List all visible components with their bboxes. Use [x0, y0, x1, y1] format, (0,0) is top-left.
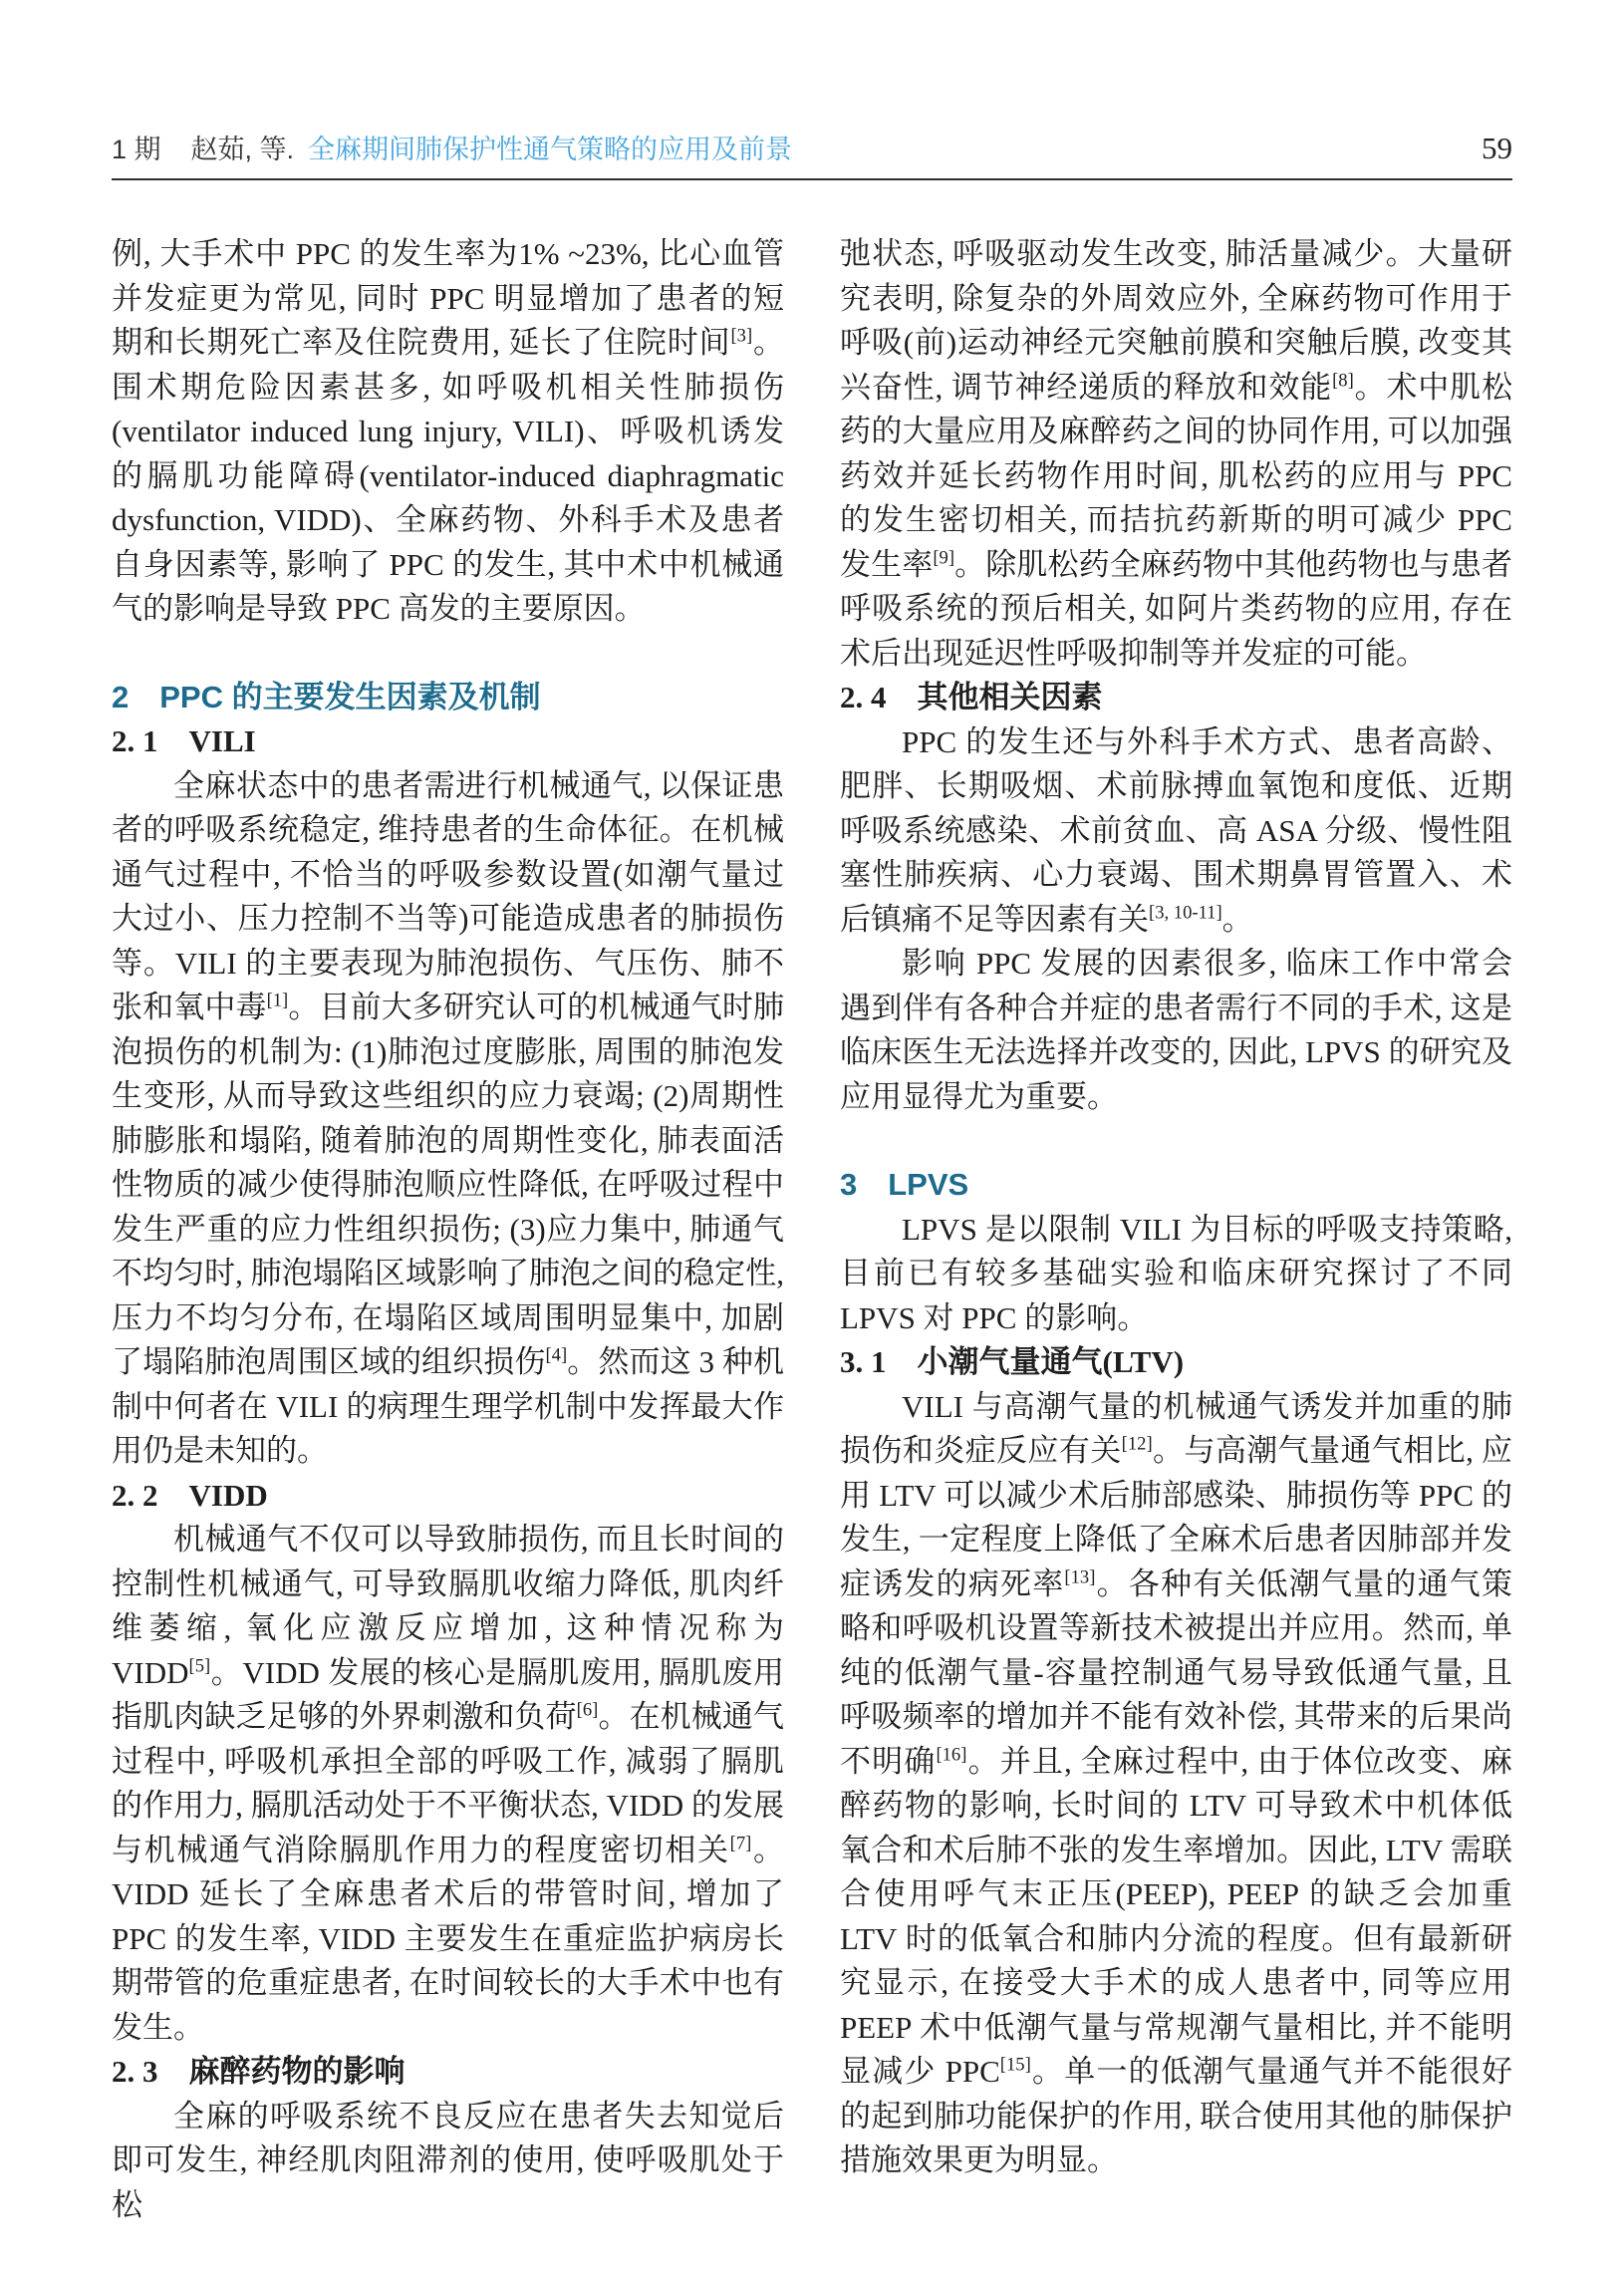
header-rule: [112, 178, 1512, 180]
citation-superscript: [16]: [936, 1744, 967, 1766]
subsection-heading: 2. 4 其他相关因素: [840, 680, 1103, 714]
citation-superscript: [8]: [1332, 370, 1354, 392]
issue-label: 1 期: [112, 135, 161, 164]
citation-superscript: [4]: [545, 1344, 568, 1366]
page-header: [112, 128, 1512, 166]
left-column: [112, 232, 784, 2227]
section-heading: 2 PPC 的主要发生因素及机制: [112, 679, 541, 714]
page-number: 59: [1482, 131, 1512, 165]
subsection-heading: 2. 1 VILI: [112, 723, 256, 758]
citation-superscript: [12]: [1121, 1433, 1153, 1455]
paragraph: 影响 PPC 发展的因素很多, 临床工作中常会遇到伴有各种合并症的患者需行不同的手术, 这是临床医生无法选择并改变的, 因此, LPVS 的研究及应用显得尤为重要。: [840, 946, 1512, 1114]
paragraph: 全麻的呼吸系统不良反应在患者失去知觉后即可发生, 神经肌肉阻滞剂的使用, 使呼吸肌处于松: [112, 2098, 784, 2222]
running-title: 全麻期间肺保护性通气策略的应用及前景: [308, 135, 793, 164]
right-column: [840, 232, 1512, 2227]
running-head: [112, 128, 792, 166]
subsection-heading: 3. 1 小潮气量通气(LTV): [840, 1344, 1185, 1379]
article-body: [112, 232, 1512, 2227]
citation-superscript: [5]: [188, 1655, 211, 1677]
subsection-heading: 2. 3 麻醉药物的影响: [112, 2054, 406, 2089]
paragraph: 全麻状态中的患者需进行机械通气, 以保证患者的呼吸系统稳定, 维持患者的生命体征。在机械通气过程中, 不恰当的呼吸参数设置(如潮气量过大过小、压力控制不当等)可能造成患者的肺损伤等。VILI 的主要表现为肺泡损伤、气压伤、肺不张和氧中毒[1]。目前大多研究认可的机械通气时肺泡损伤的机制为: (1)肺泡过度膨胀, 周围的肺泡发生变形, 从而导致这些组织的应力衰竭; (2)周期性肺膨胀和塌陷, 随着肺泡的周期性变化, 肺表面活性物质的减少使得肺泡顺应性降低, 在呼吸过程中发生严重的应力性组织损伤; (3)应力集中, 肺通气不均匀时, 肺泡塌陷区域影响了肺泡之间的稳定性, 压力不均匀分布, 在塌陷区域周围明显集中, 加剧了塌陷肺泡周围区域的组织损伤[4]。然而这 3 种机制中何者在 VILI 的病理生理学机制中发挥最大作用仍是未知的。: [112, 767, 785, 1468]
citation-superscript: [1]: [266, 990, 289, 1011]
paragraph: 弛状态, 呼吸驱动发生改变, 肺活量减少。大量研究表明, 除复杂的外周效应外, 全麻药物可作用于呼吸(前)运动神经元突触前膜和突触后膜, 改变其兴奋性, 调节神经递质的释放和效能[8]。术中肌松药的大量应用及麻醉药之间的协同作用, 可以加强药效并延长药物作用时间, 肌松药的应用与 PPC 的发生密切相关, 而拮抗药新斯的明可减少 PPC 发生率[9]。除肌松药全麻药物中其他药物也与患者呼吸系统的预后相关, 如阿片类药物的应用, 存在术后出现延迟性呼吸抑制等并发症的可能。: [840, 236, 1513, 671]
paragraph: 机械通气不仅可以导致肺损伤, 而且长时间的控制性机械通气, 可导致膈肌收缩力降低, 肌肉纤维萎缩, 氧化应激反应增加, 这种情况称为 VIDD[5]。VIDD 发展的核心是膈肌废用, 膈肌废用指肌肉缺乏足够的外界刺激和负荷[6]。在机械通气过程中, 呼吸机承担全部的呼吸工作, 减弱了膈肌的作用力, 膈肌活动处于不平衡状态, VIDD 的发展与机械通气消除膈肌作用力的程度密切相关[7]。VIDD 延长了全麻患者术后的带管时间, 增加了 PPC 的发生率, VIDD 主要发生在重症监护病房长期带管的危重症患者, 在时间较长的大手术中也有发生。: [112, 1522, 785, 2045]
citation-superscript: [7]: [729, 1833, 752, 1854]
citation-superscript: [15]: [999, 2054, 1031, 2076]
paragraph: PPC 的发生还与外科手术方式、患者高龄、肥胖、长期吸烟、术前脉搏血氧饱和度低、近期呼吸系统感染、术前贫血、高 ASA 分级、慢性阻塞性肺疾病、心力衰竭、围术期鼻胃管置入、术后镇痛不足等因素有关[3, 10-11]。: [840, 723, 1512, 937]
subsection-heading: 2. 2 VIDD: [112, 1477, 268, 1513]
citation-superscript: [9]: [933, 547, 955, 569]
citation-superscript: [3, 10-11]: [1149, 902, 1222, 924]
paragraph: 例, 大手术中 PPC 的发生率为1% ~23%, 比心血管并发症更为常见, 同时 PPC 明显增加了患者的短期和长期死亡率及住院费用, 延长了住院时间[3]。围术期危险因素甚多, 如呼吸机相关性肺损伤(ventilator induced lung injury, VILI)、呼吸机诱发的膈肌功能障碍(ventilator-induced diaphragmatic dysfunction, VIDD)、全麻药物、外科手术及患者自身因素等, 影响了 PPC 的发生, 其中术中机械通气的影响是导致 PPC 高发的主要原因。: [112, 236, 785, 626]
section-heading: 3 LPVS: [840, 1167, 969, 1202]
citation-superscript: [6]: [576, 1699, 599, 1721]
paragraph: LPVS 是以限制 VILI 为目标的呼吸支持策略, 目前已有较多基础实验和临床研究探讨了不同 LPVS 对 PPC 的影响。: [840, 1211, 1512, 1335]
citation-superscript: [13]: [1064, 1567, 1096, 1588]
citation-superscript: [3]: [730, 325, 753, 347]
paragraph: VILI 与高潮气量的机械通气诱发并加重的肺损伤和炎症反应有关[12]。与高潮气量通气相比, 应用 LTV 可以减少术后肺部感染、肺损伤等 PPC 的发生, 一定程度上降低了全麻术后患者因肺部并发症诱发的病死率[13]。各种有关低潮气量的通气策略和呼吸机设置等新技术被提出并应用。然而, 单纯的低潮气量-容量控制通气易导致低通气量, 且呼吸频率的增加并不能有效补偿, 其带来的后果尚不明确[16]。并且, 全麻过程中, 由于体位改变、麻醉药物的影响, 长时间的 LTV 可导致术中机体低氧合和术后肺不张的发生率增加。因此, LTV 需联合使用呼气末正压(PEEP), PEEP 的缺乏会加重 LTV 时的低氧合和肺内分流的程度。但有最新研究显示, 在接受大手术的成人患者中, 同等应用 PEEP 术中低潮气量与常规潮气量相比, 并不能明显减少 PPC[15]。单一的低潮气量通气并不能很好的起到肺功能保护的作用, 联合使用其他的肺保护措施效果更为明显。: [840, 1388, 1513, 2177]
authors-label: 赵茹, 等.: [190, 135, 295, 164]
